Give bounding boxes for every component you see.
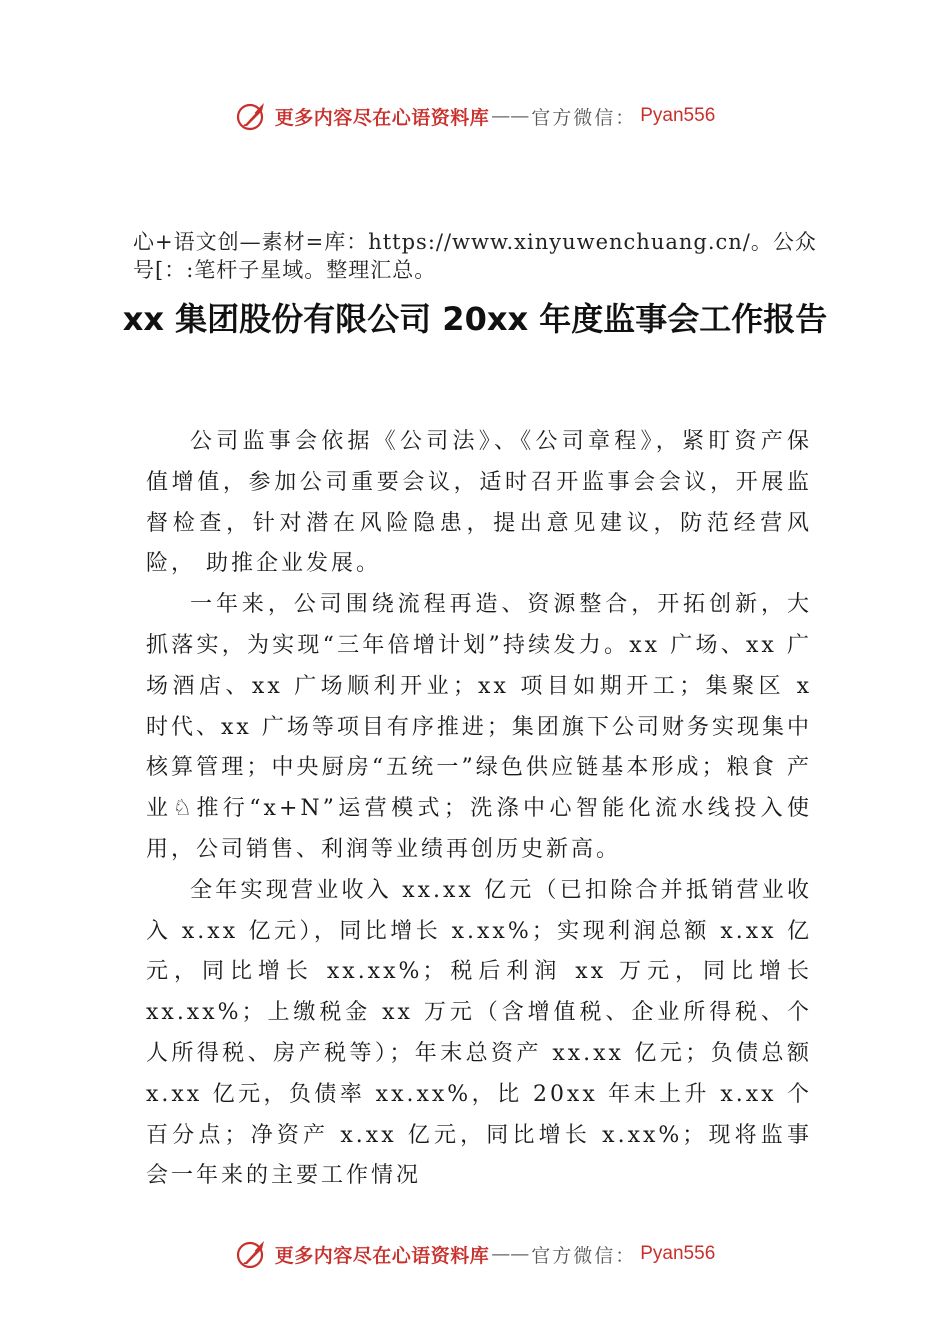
footer-banner (0, 1234, 950, 1274)
document-body (146, 422, 812, 1197)
wechat-label: 官方微信： (531, 1244, 637, 1267)
wechat-label: 官方微信： (531, 106, 637, 129)
document-title: xx 集团股份有限公司 20xx 年度监事会工作报告 (122, 300, 828, 338)
banner-separator: —— (491, 105, 530, 127)
paragraph: 公司监事会依据《公司法》、《公司章程》，紧盯资产保 值增值，参加公司重要会议，适时召开监事会会议，开展监督检查，针对潜在风险隐患，提出意见建议，防范经营风险， 助推企业发展。 (146, 429, 812, 577)
banner-separator: —— (491, 1243, 530, 1265)
paragraph: 全年实现营业收入 xx.xx 亿元（已扣除合并抵销营业收入 x.xx 亿元），同比增长 x.xx%；实现利润总额 x.xx 亿元，同比增长 xx.xx%；税后利润 xx 万元，同比增长 xx.xx%；上缴税金 xx 万元（含增值税、企业所得税、个人所得税、房产税等）；年末总资产 xx.xx 亿元；负债总额 x.xx 亿元，负债率 xx.xx%，比 20xx 年末上升 x.xx 个百分点；净资产 x.xx 亿元，同比增长 x.xx%；现将监事会一年来的主要工作情况 (146, 877, 812, 1189)
banner-slogan: 更多内容尽在心语资料库 (274, 106, 490, 129)
quill-pen-logo-icon (235, 99, 269, 133)
banner-slogan: 更多内容尽在心语资料库 (274, 1244, 490, 1267)
wechat-id: Pyan556 (640, 1243, 716, 1264)
quill-pen-logo-icon (235, 1237, 269, 1271)
source-line: 心+语文创—素材=库：https://www.xinyuwenchuang.cn/。公众号[：:笔杆子星域。整理汇总。 (133, 230, 817, 282)
paragraph: 一年来，公司围绕流程再造、资源整合，开拓创新，大抓落实，为实现“三年倍增计划”持续发力。xx 广场、xx 广场酒店、xx 广场顺利开业；xx 项目如期开工；集聚区 x 时代、xx 广场等项目有序推进；集团旗下公司财务实现集中核算管理；中央厨房“五统一”绿色供应链基本形成；粮食 产业♘推行“x+N”运营模式；洗涤中心智能化流水线投入使用，公司销售、利润等业绩再创历史新高。 (146, 592, 812, 862)
wechat-id: Pyan556 (640, 105, 716, 126)
header-banner (0, 96, 950, 136)
